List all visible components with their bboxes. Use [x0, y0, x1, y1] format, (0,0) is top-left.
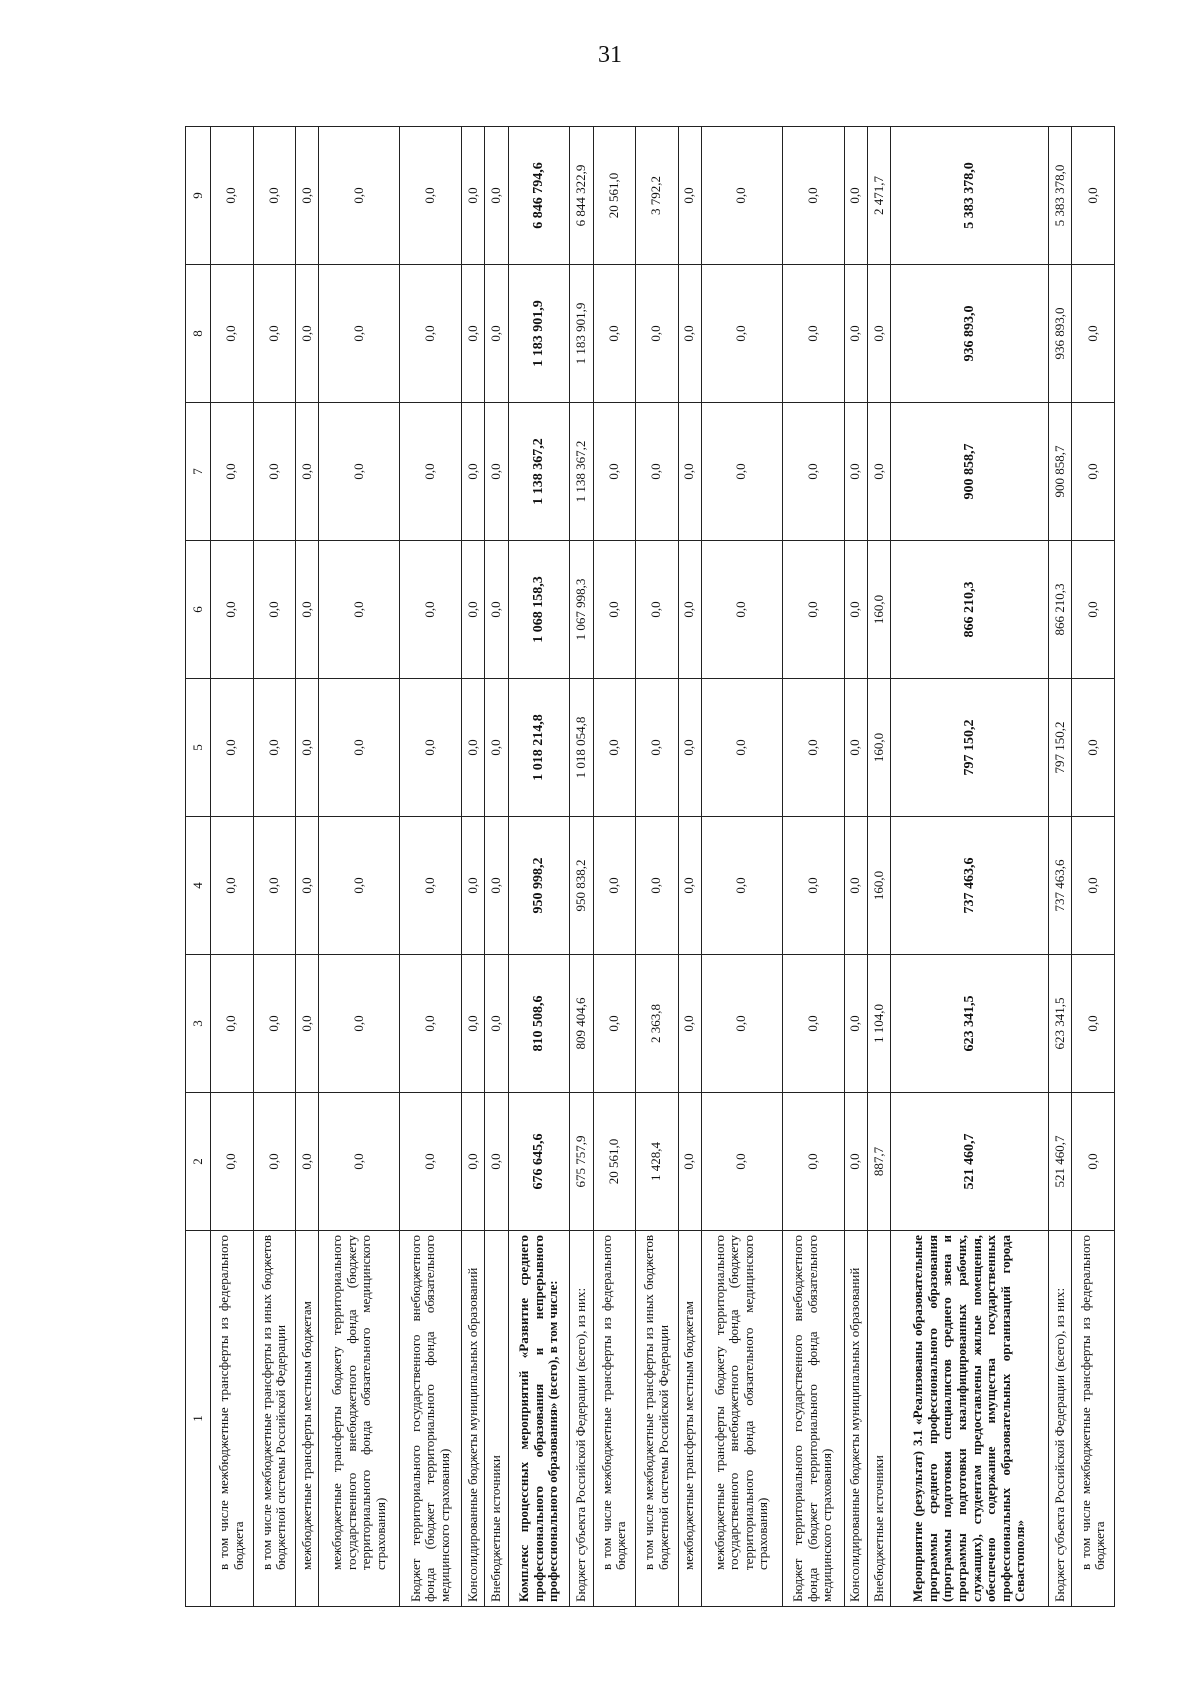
- value-cell: 0,0: [1072, 1093, 1115, 1231]
- value-cell: 810 508,6: [508, 955, 570, 1093]
- value-cell: 0,0: [678, 679, 701, 817]
- header-cell: 5: [186, 679, 211, 817]
- header-cell: 6: [186, 541, 211, 679]
- value-cell: 0,0: [844, 403, 867, 541]
- row-label: в том числе межбюджетные трансферты из иных бюджетов бюджетной системы Российской Федерации: [636, 1231, 679, 1607]
- value-cell: 0,0: [211, 955, 254, 1093]
- value-cell: 0,0: [636, 265, 679, 403]
- value-cell: 0,0: [319, 955, 400, 1093]
- value-cell: 0,0: [844, 265, 867, 403]
- value-cell: 887,7: [867, 1093, 890, 1231]
- value-cell: 0,0: [844, 1093, 867, 1231]
- value-cell: 0,0: [211, 817, 254, 955]
- table-row: [1049, 127, 1072, 1607]
- value-cell: 0,0: [678, 265, 701, 403]
- value-cell: 0,0: [296, 955, 319, 1093]
- value-cell: 0,0: [400, 817, 462, 955]
- value-cell: 0,0: [678, 541, 701, 679]
- value-cell: 0,0: [636, 541, 679, 679]
- table-row: [253, 127, 296, 1607]
- value-cell: 0,0: [593, 679, 636, 817]
- value-cell: 1 067 998,3: [570, 541, 593, 679]
- value-cell: 737 463,6: [891, 817, 1049, 955]
- value-cell: 0,0: [253, 541, 296, 679]
- value-cell: 0,0: [782, 127, 844, 265]
- value-cell: 900 858,7: [1049, 403, 1072, 541]
- value-cell: 0,0: [296, 265, 319, 403]
- value-cell: 0,0: [400, 679, 462, 817]
- page-number: 31: [598, 42, 622, 68]
- value-cell: 797 150,2: [891, 679, 1049, 817]
- value-cell: 0,0: [593, 955, 636, 1093]
- value-cell: 1 068 158,3: [508, 541, 570, 679]
- value-cell: 0,0: [1072, 265, 1115, 403]
- table-row: [844, 127, 867, 1607]
- value-cell: 0,0: [1072, 955, 1115, 1093]
- value-cell: 1 183 901,9: [570, 265, 593, 403]
- value-cell: 950 998,2: [508, 817, 570, 955]
- value-cell: 6 846 794,6: [508, 127, 570, 265]
- value-cell: 6 844 322,9: [570, 127, 593, 265]
- value-cell: 0,0: [1072, 127, 1115, 265]
- value-cell: 0,0: [593, 817, 636, 955]
- value-cell: 0,0: [636, 679, 679, 817]
- value-cell: 1 104,0: [867, 955, 890, 1093]
- value-cell: 0,0: [319, 679, 400, 817]
- header-cell: 9: [186, 127, 211, 265]
- table-row: [400, 127, 462, 1607]
- value-cell: 797 150,2: [1049, 679, 1072, 817]
- value-cell: 0,0: [485, 817, 508, 955]
- table-row: [570, 127, 593, 1607]
- value-cell: 809 404,6: [570, 955, 593, 1093]
- value-cell: 0,0: [782, 1093, 844, 1231]
- value-cell: 1 428,4: [636, 1093, 679, 1231]
- value-cell: 1 018 054,8: [570, 679, 593, 817]
- value-cell: 5 383 378,0: [1049, 127, 1072, 265]
- value-cell: 675 757,9: [570, 1093, 593, 1231]
- value-cell: 0,0: [1072, 403, 1115, 541]
- value-cell: 0,0: [485, 265, 508, 403]
- value-cell: 0,0: [296, 541, 319, 679]
- value-cell: 0,0: [485, 1093, 508, 1231]
- table-frame: [185, 127, 1115, 1607]
- value-cell: 0,0: [782, 403, 844, 541]
- header-cell: 4: [186, 817, 211, 955]
- value-cell: 0,0: [701, 1093, 782, 1231]
- value-cell: 0,0: [400, 403, 462, 541]
- value-cell: 0,0: [485, 679, 508, 817]
- value-cell: 0,0: [253, 817, 296, 955]
- value-cell: 0,0: [211, 127, 254, 265]
- value-cell: 0,0: [678, 127, 701, 265]
- value-cell: 0,0: [400, 541, 462, 679]
- value-cell: 0,0: [485, 403, 508, 541]
- value-cell: 0,0: [253, 127, 296, 265]
- value-cell: 866 210,3: [891, 541, 1049, 679]
- value-cell: 521 460,7: [1049, 1093, 1072, 1231]
- value-cell: 0,0: [867, 265, 890, 403]
- value-cell: 0,0: [593, 403, 636, 541]
- value-cell: 5 383 378,0: [891, 127, 1049, 265]
- row-label: Консолидированные бюджеты муниципальных образований: [844, 1231, 867, 1607]
- value-cell: 1 138 367,2: [508, 403, 570, 541]
- row-label: Консолидированные бюджеты муниципальных образований: [462, 1231, 485, 1607]
- value-cell: 0,0: [319, 541, 400, 679]
- value-cell: 0,0: [211, 541, 254, 679]
- value-cell: 0,0: [844, 955, 867, 1093]
- value-cell: 0,0: [782, 817, 844, 955]
- value-cell: 0,0: [701, 817, 782, 955]
- value-cell: 0,0: [319, 817, 400, 955]
- value-cell: 0,0: [844, 679, 867, 817]
- value-cell: 0,0: [296, 403, 319, 541]
- value-cell: 623 341,5: [891, 955, 1049, 1093]
- budget-table: [185, 126, 1115, 1607]
- value-cell: 160,0: [867, 679, 890, 817]
- value-cell: 900 858,7: [891, 403, 1049, 541]
- value-cell: 0,0: [296, 679, 319, 817]
- value-cell: 0,0: [462, 265, 485, 403]
- value-cell: 0,0: [1072, 541, 1115, 679]
- value-cell: 0,0: [319, 265, 400, 403]
- value-cell: 0,0: [400, 1093, 462, 1231]
- table-row: [593, 127, 636, 1607]
- value-cell: 2 471,7: [867, 127, 890, 265]
- value-cell: 0,0: [485, 541, 508, 679]
- row-label: межбюджетные трансферты бюджету территориального государственного внебюджетного фонда (бюджету территориального фонда обязательного медицинского страхования): [319, 1231, 400, 1607]
- value-cell: 0,0: [701, 403, 782, 541]
- value-cell: 950 838,2: [570, 817, 593, 955]
- value-cell: 0,0: [253, 955, 296, 1093]
- rotated-table-wrapper: [185, 127, 1115, 1607]
- value-cell: 0,0: [593, 265, 636, 403]
- header-cell: 2: [186, 1093, 211, 1231]
- header-cell: 1: [186, 1231, 211, 1607]
- value-cell: 0,0: [462, 679, 485, 817]
- value-cell: 0,0: [400, 265, 462, 403]
- value-cell: 0,0: [867, 403, 890, 541]
- row-label: Внебюджетные источники: [485, 1231, 508, 1607]
- value-cell: 0,0: [400, 127, 462, 265]
- value-cell: 0,0: [211, 1093, 254, 1231]
- table-row: [508, 127, 570, 1607]
- value-cell: 0,0: [844, 127, 867, 265]
- table-row: [462, 127, 485, 1607]
- row-label: в том числе межбюджетные трансферты из федерального бюджета: [593, 1231, 636, 1607]
- row-label: межбюджетные трансферты местным бюджетам: [296, 1231, 319, 1607]
- header-cell: 8: [186, 265, 211, 403]
- row-label: Комплекс процессных мероприятий «Развитие среднего профессионального образования и непрерывного профессионального образования» (всего), в том числе:: [508, 1231, 570, 1607]
- table-row: [319, 127, 400, 1607]
- value-cell: 521 460,7: [891, 1093, 1049, 1231]
- row-label: межбюджетные трансферты бюджету территориального государственного внебюджетного фонда (бюджету территориального фонда обязательного медицинского страхования): [701, 1231, 782, 1607]
- value-cell: 20 561,0: [593, 1093, 636, 1231]
- value-cell: 936 893,0: [1049, 265, 1072, 403]
- row-label: в том числе межбюджетные трансферты из иных бюджетов бюджетной системы Российской Федерации: [253, 1231, 296, 1607]
- header-cell: 3: [186, 955, 211, 1093]
- value-cell: 0,0: [485, 127, 508, 265]
- value-cell: 1 183 901,9: [508, 265, 570, 403]
- value-cell: 0,0: [253, 403, 296, 541]
- table-row: [782, 127, 844, 1607]
- value-cell: 0,0: [701, 679, 782, 817]
- row-label: межбюджетные трансферты местным бюджетам: [678, 1231, 701, 1607]
- value-cell: 0,0: [296, 127, 319, 265]
- row-label: в том числе межбюджетные трансферты из федерального бюджета: [1072, 1231, 1115, 1607]
- value-cell: 1 018 214,8: [508, 679, 570, 817]
- value-cell: 160,0: [867, 541, 890, 679]
- value-cell: 0,0: [636, 403, 679, 541]
- value-cell: 0,0: [485, 955, 508, 1093]
- value-cell: 0,0: [701, 127, 782, 265]
- value-cell: 737 463,6: [1049, 817, 1072, 955]
- row-label: Бюджет субъекта Российской Федерации (всего), из них:: [1049, 1231, 1072, 1607]
- value-cell: 3 792,2: [636, 127, 679, 265]
- value-cell: 623 341,5: [1049, 955, 1072, 1093]
- value-cell: 0,0: [678, 1093, 701, 1231]
- table-row: [891, 127, 1049, 1607]
- table-body: [211, 127, 1115, 1607]
- value-cell: 0,0: [782, 679, 844, 817]
- header-cell: 7: [186, 403, 211, 541]
- value-cell: 0,0: [319, 127, 400, 265]
- table-row: [296, 127, 319, 1607]
- row-label: в том числе межбюджетные трансферты из федерального бюджета: [211, 1231, 254, 1607]
- value-cell: 0,0: [782, 955, 844, 1093]
- value-cell: 0,0: [1072, 817, 1115, 955]
- value-cell: 0,0: [701, 541, 782, 679]
- value-cell: 0,0: [296, 1093, 319, 1231]
- table-row: [701, 127, 782, 1607]
- value-cell: 0,0: [319, 403, 400, 541]
- value-cell: 1 138 367,2: [570, 403, 593, 541]
- table-header-row: [186, 127, 211, 1607]
- value-cell: 0,0: [593, 541, 636, 679]
- row-label: Бюджет субъекта Российской Федерации (всего), из них:: [570, 1231, 593, 1607]
- value-cell: 0,0: [701, 265, 782, 403]
- value-cell: 0,0: [462, 955, 485, 1093]
- value-cell: 0,0: [253, 265, 296, 403]
- value-cell: 0,0: [782, 265, 844, 403]
- value-cell: 0,0: [462, 817, 485, 955]
- value-cell: 866 210,3: [1049, 541, 1072, 679]
- value-cell: 936 893,0: [891, 265, 1049, 403]
- value-cell: 0,0: [844, 541, 867, 679]
- table-row: [867, 127, 890, 1607]
- value-cell: 0,0: [400, 955, 462, 1093]
- value-cell: 676 645,6: [508, 1093, 570, 1231]
- value-cell: 0,0: [678, 817, 701, 955]
- table-row: [211, 127, 254, 1607]
- value-cell: 0,0: [678, 955, 701, 1093]
- value-cell: 160,0: [867, 817, 890, 955]
- value-cell: 0,0: [253, 1093, 296, 1231]
- value-cell: 0,0: [211, 403, 254, 541]
- table-row: [485, 127, 508, 1607]
- value-cell: 0,0: [319, 1093, 400, 1231]
- value-cell: 0,0: [462, 127, 485, 265]
- table-row: [678, 127, 701, 1607]
- value-cell: 0,0: [636, 817, 679, 955]
- table-row: [636, 127, 679, 1607]
- table-row: [1072, 127, 1115, 1607]
- value-cell: 0,0: [211, 265, 254, 403]
- value-cell: 0,0: [211, 679, 254, 817]
- value-cell: 0,0: [462, 403, 485, 541]
- row-label: Бюджет территориального государственного внебюджетного фонда (бюджет территориального фонда обязательного медицинского страхования): [400, 1231, 462, 1607]
- value-cell: 0,0: [701, 955, 782, 1093]
- value-cell: 0,0: [678, 403, 701, 541]
- value-cell: 2 363,8: [636, 955, 679, 1093]
- value-cell: 20 561,0: [593, 127, 636, 265]
- value-cell: 0,0: [844, 817, 867, 955]
- row-label: Бюджет территориального государственного внебюджетного фонда (бюджет территориального фонда обязательного медицинского страхования): [782, 1231, 844, 1607]
- value-cell: 0,0: [462, 1093, 485, 1231]
- value-cell: 0,0: [782, 541, 844, 679]
- row-label: Мероприятие (результат) 3.1 «Реализованы образовательные программы среднего профессионального образования (программы подготовки специалистов среднего звена и программы подготовки квалифицированных рабочих, служащих), студентам предоставлены жилые помещения, обеспечено содержание имущества государственных профессиональных образовательных организаций города Севастополя»: [891, 1231, 1049, 1607]
- value-cell: 0,0: [253, 679, 296, 817]
- value-cell: 0,0: [1072, 679, 1115, 817]
- value-cell: 0,0: [462, 541, 485, 679]
- value-cell: 0,0: [296, 817, 319, 955]
- row-label: Внебюджетные источники: [867, 1231, 890, 1607]
